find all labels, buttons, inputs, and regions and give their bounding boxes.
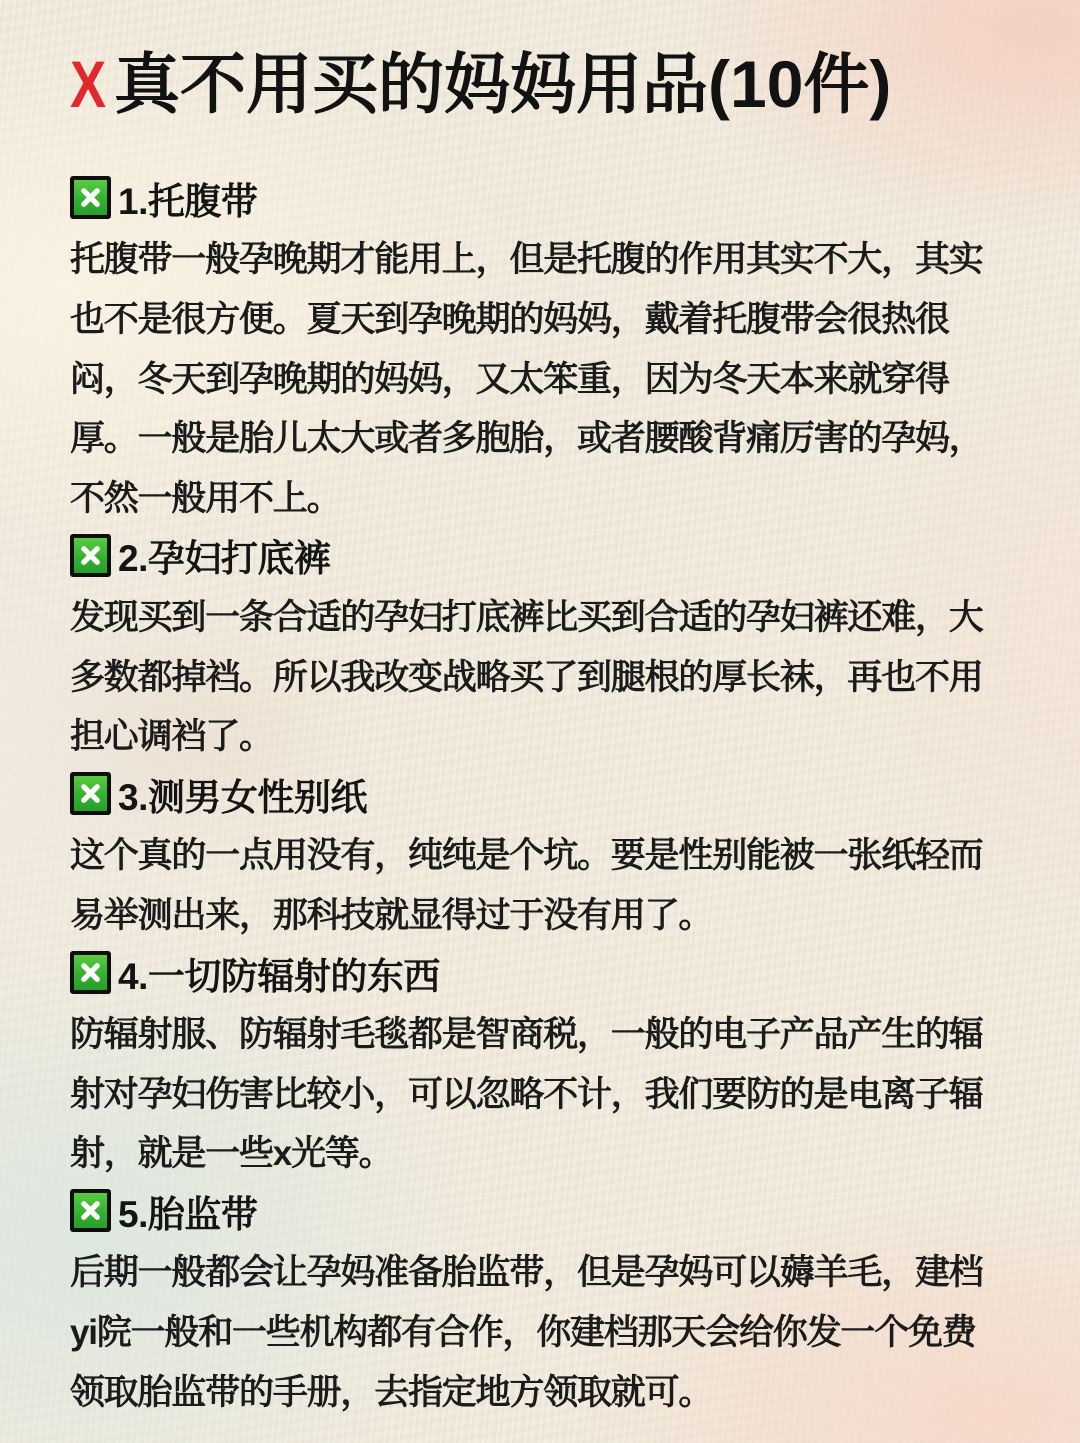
green-x-checkbox-icon — [70, 772, 111, 815]
list-section-1 — [70, 168, 1024, 526]
body-text-line: 射，就是一些x光等。 — [70, 1134, 393, 1174]
body-text-line: 易举测出来，那科技就显得过于没有用了。 — [70, 895, 713, 935]
body-text-line: 领取胎监带的手册，去指定地方领取就可。 — [70, 1372, 713, 1412]
page-title — [70, 36, 1024, 132]
list-section-3 — [70, 764, 1024, 943]
section-heading — [70, 526, 1024, 586]
list-section-4 — [70, 943, 1024, 1181]
body-text-line: 多数都掉裆。所以我改变战略买了到腿根的厚长袜，再也不用 — [70, 657, 983, 697]
list-section-2 — [70, 526, 1024, 764]
body-text-line: 射对孕妇伤害比较小，可以忽略不计，我们要防的是电离子辐 — [70, 1074, 983, 1114]
section-heading-label: 2.孕妇打底裤 — [118, 538, 331, 580]
list-section-5 — [70, 1181, 1024, 1419]
green-x-checkbox-icon — [70, 1189, 111, 1232]
body-text-line: 厚。一般是胎儿太大或者多胞胎，或者腰酸背痛厉害的孕妈， — [70, 419, 983, 459]
body-text-line: yi院一般和一些机构都有合作，你建档那天会给你发一个免费 — [70, 1313, 976, 1353]
body-text-line: 担心调裆了。 — [70, 717, 273, 757]
section-heading — [70, 764, 1024, 824]
section-heading-label: 1.托腹带 — [118, 180, 258, 222]
section-heading-label: 3.测男女性别纸 — [118, 776, 367, 818]
section-heading — [70, 1181, 1024, 1241]
section-heading-label: 4.一切防辐射的东西 — [118, 955, 440, 997]
green-x-checkbox-icon — [70, 951, 111, 994]
red-x-mark: X — [70, 47, 107, 121]
section-heading-label: 5.胎监带 — [118, 1193, 258, 1235]
body-text-line: 也不是很方便。夏天到孕晚期的妈妈，戴着托腹带会很热很 — [70, 299, 949, 339]
body-text-line: 托腹带一般孕晚期才能用上，但是托腹的作用其实不大，其实 — [70, 240, 983, 280]
body-text-line: 闷，冬天到孕晚期的妈妈，又太笨重，因为冬天本来就穿得 — [70, 359, 949, 399]
body-text-line: 防辐射服、防辐射毛毯都是智商税，一般的电子产品产生的辐 — [70, 1015, 983, 1055]
green-x-checkbox-icon — [70, 176, 111, 219]
body-text-line: 发现买到一条合适的孕妇打底裤比买到合适的孕妇裤还难，大 — [70, 597, 983, 637]
section-heading — [70, 943, 1024, 1003]
sections-list — [70, 168, 1024, 1419]
body-text-line: 后期一般都会让孕妈准备胎监带，但是孕妈可以薅羊毛，建档 — [70, 1253, 983, 1293]
section-heading — [70, 168, 1024, 228]
body-text-line: 这个真的一点用没有，纯纯是个坑。要是性别能被一张纸轻而 — [70, 836, 983, 876]
body-text-line: 不然一般用不上。 — [70, 478, 341, 518]
green-x-checkbox-icon — [70, 534, 111, 577]
page-title-text: 真不用买的妈妈用品(10件) — [114, 47, 892, 121]
